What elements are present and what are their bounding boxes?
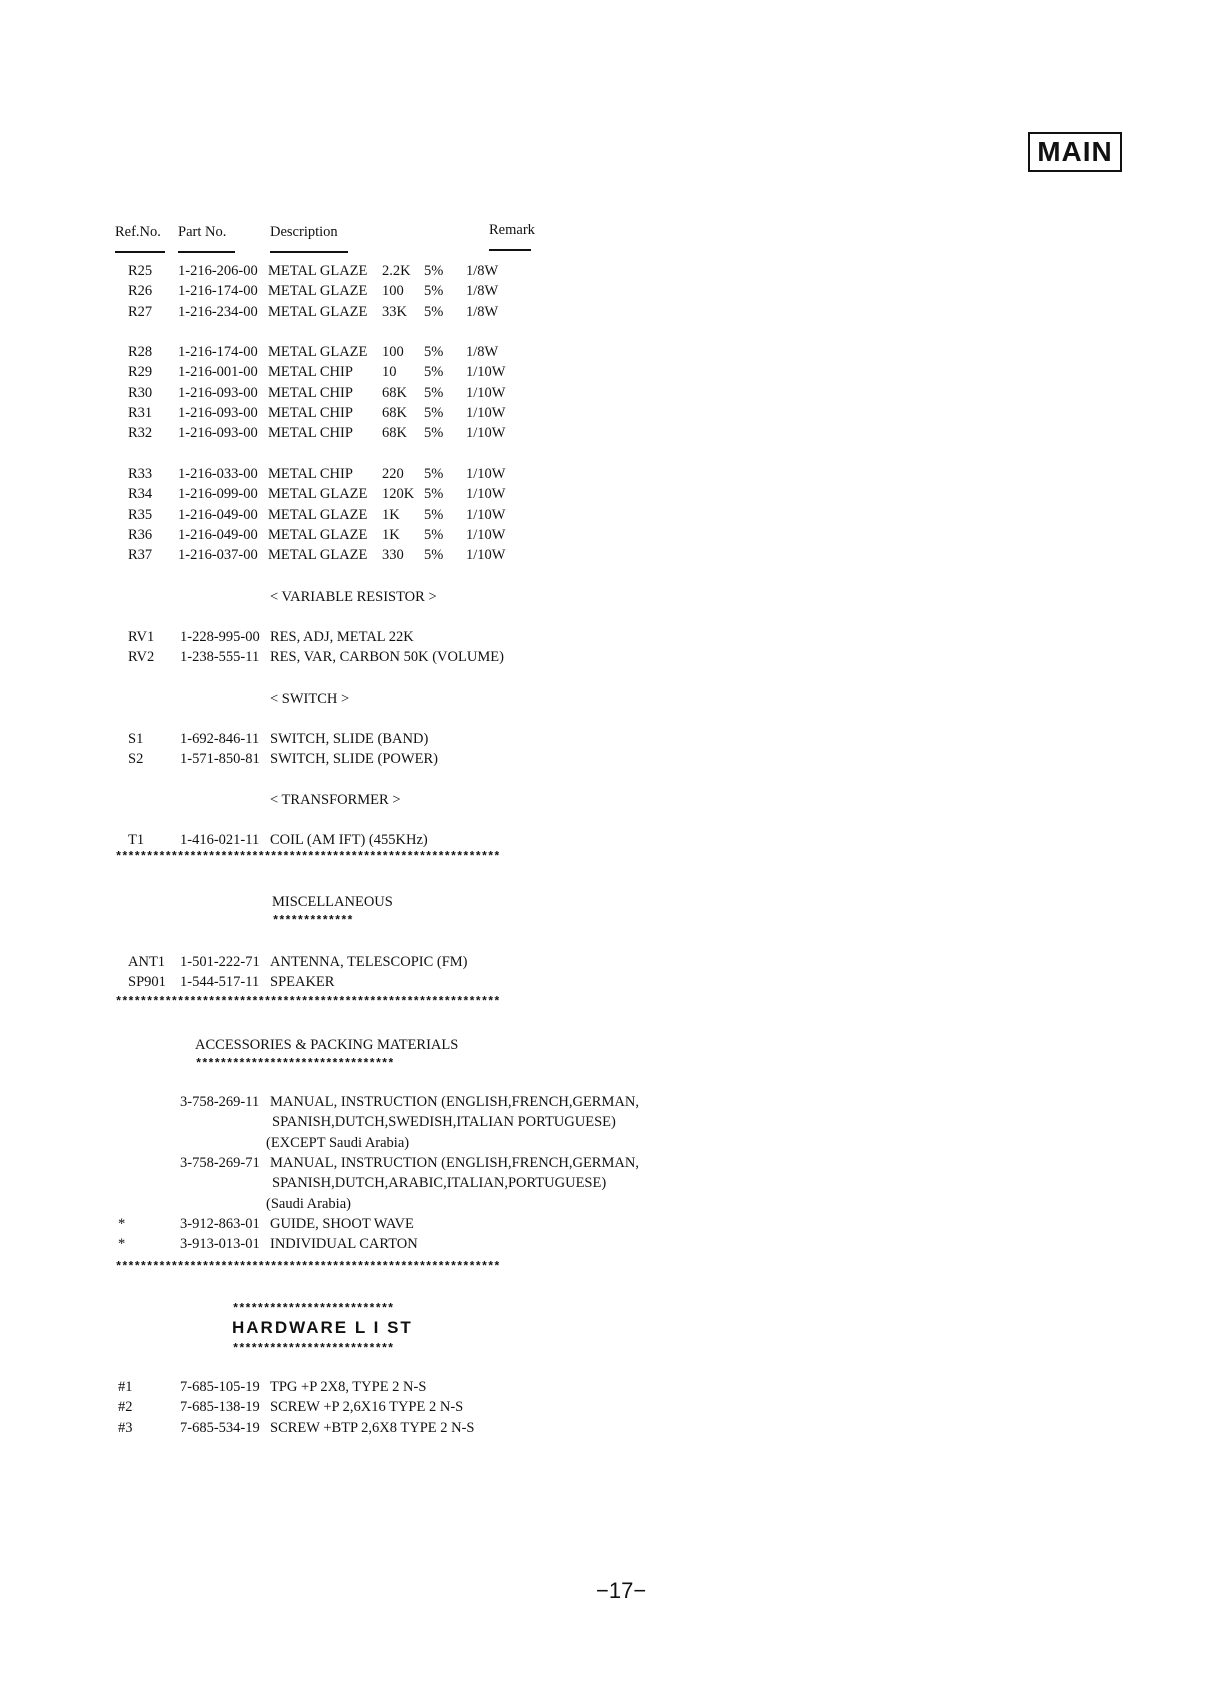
- resistance-value: 68K: [382, 384, 407, 401]
- description: COIL (AM IFT) (455KHz): [270, 832, 428, 848]
- description: GUIDE, SHOOT WAVE: [270, 1215, 414, 1232]
- ref-no: SP901: [128, 974, 166, 991]
- description: METAL CHIP: [268, 364, 353, 381]
- part-no: 1-228-995-00: [180, 629, 260, 645]
- ref-no: #1: [118, 1379, 133, 1395]
- ref-no: T1: [128, 832, 145, 848]
- tolerance: 5%: [424, 466, 444, 482]
- description: METAL GLAZE: [268, 263, 368, 279]
- description-note: (EXCEPT Saudi Arabia): [266, 1134, 410, 1151]
- wattage: 1/10W: [466, 547, 506, 564]
- ref-no: R27: [128, 303, 153, 320]
- wattage: 1/10W: [466, 526, 506, 543]
- ref-no: R26: [128, 283, 153, 300]
- part-no: 1-216-049-00: [178, 506, 258, 523]
- description: INDIVIDUAL CARTON: [270, 1236, 418, 1253]
- accessories-heading: ACCESSORIES & PACKING MATERIALS: [195, 1037, 459, 1053]
- wattage: 1/10W: [466, 384, 506, 401]
- resistance-value: 68K: [382, 425, 407, 442]
- ref-no: R28: [128, 344, 153, 360]
- ref-no: RV1: [128, 629, 155, 645]
- wattage: 1/10W: [466, 425, 506, 442]
- ref-no: R37: [128, 547, 153, 564]
- part-no: 1-216-234-00: [178, 303, 258, 320]
- description: SWITCH, SLIDE (BAND): [270, 731, 429, 747]
- resistance-value: 68K: [382, 404, 407, 421]
- ref-no: R32: [128, 425, 153, 442]
- description-continued: SPANISH,DUTCH,SWEDISH,ITALIAN PORTUGUESE): [272, 1114, 616, 1131]
- wattage: 1/10W: [466, 404, 506, 421]
- description: SCREW +P 2,6X16 TYPE 2 N-S: [270, 1399, 464, 1416]
- description: SPEAKER: [270, 974, 335, 991]
- tolerance: 5%: [424, 283, 444, 300]
- description: RES, VAR, CARBON 50K (VOLUME): [270, 649, 504, 666]
- section-badge: MAIN: [1028, 132, 1122, 172]
- tolerance: 5%: [424, 404, 444, 421]
- part-no: 1-216-174-00: [178, 283, 258, 300]
- page-number: −17−: [596, 1578, 647, 1603]
- resistance-value: 100: [382, 344, 404, 360]
- separator-1: **************************************************************: [115, 850, 500, 864]
- part-no: 1-216-037-00: [178, 547, 258, 564]
- resistance-value: 330: [382, 547, 404, 564]
- description: RES, ADJ, METAL 22K: [270, 629, 414, 645]
- part-no: 7-685-105-19: [180, 1379, 260, 1395]
- ref-no: R33: [128, 466, 153, 482]
- ref-no: #2: [118, 1399, 133, 1416]
- part-no: 1-216-001-00: [178, 364, 258, 381]
- ref-no: R34: [128, 486, 153, 503]
- description: METAL CHIP: [268, 466, 353, 482]
- tolerance: 5%: [424, 526, 444, 543]
- tolerance: 5%: [424, 547, 444, 564]
- header-ref: Ref.No.: [115, 224, 161, 240]
- header-part: Part No.: [178, 224, 227, 240]
- description: METAL CHIP: [268, 384, 353, 401]
- description: MANUAL, INSTRUCTION (ENGLISH,FRENCH,GERMAN,: [270, 1154, 639, 1171]
- description: TPG +P 2X8, TYPE 2 N-S: [270, 1379, 427, 1395]
- header-ref-underline: [115, 251, 165, 253]
- part-no: 1-238-555-11: [180, 649, 260, 666]
- description: METAL GLAZE: [268, 344, 368, 360]
- description: METAL GLAZE: [268, 506, 368, 523]
- resistance-value: 120K: [382, 486, 415, 503]
- part-no: 3-913-013-01: [180, 1236, 260, 1253]
- part-no: 1-216-093-00: [178, 384, 258, 401]
- tolerance: 5%: [424, 303, 444, 320]
- ref-no: R35: [128, 506, 153, 523]
- part-no: 3-758-269-11: [180, 1094, 260, 1110]
- ref-no: R25: [128, 263, 153, 279]
- header-description-underline: [270, 251, 348, 253]
- ref-no: R31: [128, 404, 153, 421]
- part-no: 1-216-093-00: [178, 404, 258, 421]
- description: MANUAL, INSTRUCTION (ENGLISH,FRENCH,GERMAN,: [270, 1094, 639, 1110]
- resistance-value: 1K: [382, 526, 400, 543]
- part-no: 1-501-222-71: [180, 954, 260, 970]
- part-no: 1-216-049-00: [178, 526, 258, 543]
- description: ANTENNA, TELESCOPIC (FM): [270, 954, 468, 970]
- part-no: 3-912-863-01: [180, 1215, 260, 1232]
- hardware-stars-bottom: **************************: [232, 1342, 394, 1356]
- resistance-value: 220: [382, 466, 404, 482]
- wattage: 1/10W: [466, 364, 506, 381]
- part-no: 1-216-206-00: [178, 263, 258, 279]
- misc-underline: *************: [272, 914, 353, 928]
- part-no: 1-216-033-00: [178, 466, 258, 482]
- ref-no: R29: [128, 364, 153, 381]
- resistance-value: 100: [382, 283, 404, 300]
- part-no: 7-685-138-19: [180, 1399, 260, 1416]
- wattage: 1/10W: [466, 466, 506, 482]
- tolerance: 5%: [424, 364, 444, 381]
- header-remark-underline: [489, 249, 531, 251]
- accessories-underline: ********************************: [195, 1057, 394, 1071]
- part-no: 1-544-517-11: [180, 974, 260, 991]
- hardware-stars-top: **************************: [232, 1302, 394, 1316]
- resistance-value: 1K: [382, 506, 400, 523]
- tolerance: 5%: [424, 425, 444, 442]
- ref-no: S1: [128, 731, 144, 747]
- wattage: 1/10W: [466, 506, 506, 523]
- description: METAL CHIP: [268, 404, 353, 421]
- switch-heading: < SWITCH >: [270, 691, 350, 707]
- asterisk-mark: *: [118, 1215, 126, 1232]
- misc-heading: MISCELLANEOUS: [272, 894, 393, 910]
- part-no: 1-216-174-00: [178, 344, 258, 360]
- ref-no: ANT1: [128, 954, 166, 970]
- part-no: 1-216-099-00: [178, 486, 258, 503]
- description: METAL GLAZE: [268, 486, 368, 503]
- wattage: 1/8W: [466, 303, 499, 320]
- ref-no: R36: [128, 526, 153, 543]
- tolerance: 5%: [424, 486, 444, 503]
- description: METAL GLAZE: [268, 547, 368, 564]
- description: METAL GLAZE: [268, 303, 368, 320]
- ref-no: R30: [128, 384, 153, 401]
- description: METAL CHIP: [268, 425, 353, 442]
- asterisk-mark: *: [118, 1236, 126, 1253]
- tolerance: 5%: [424, 344, 444, 360]
- wattage: 1/10W: [466, 486, 506, 503]
- description: SWITCH, SLIDE (POWER): [270, 751, 438, 768]
- part-no: 1-692-846-11: [180, 731, 260, 747]
- part-no: 3-758-269-71: [180, 1154, 260, 1171]
- ref-no: #3: [118, 1419, 133, 1436]
- tolerance: 5%: [424, 506, 444, 523]
- part-no: 7-685-534-19: [180, 1419, 260, 1436]
- description: METAL GLAZE: [268, 526, 368, 543]
- part-no: 1-416-021-11: [180, 832, 260, 848]
- part-no: 1-571-850-81: [180, 751, 260, 768]
- header-part-underline: [178, 251, 235, 253]
- description: METAL GLAZE: [268, 283, 368, 300]
- wattage: 1/8W: [466, 344, 499, 360]
- tolerance: 5%: [424, 263, 444, 279]
- separator-3: **************************************************************: [115, 1260, 500, 1274]
- description-continued: SPANISH,DUTCH,ARABIC,ITALIAN,PORTUGUESE): [272, 1175, 607, 1192]
- variable-resistor-heading: < VARIABLE RESISTOR >: [270, 589, 437, 605]
- hardware-title: HARDWARE L I ST: [232, 1318, 413, 1337]
- wattage: 1/8W: [466, 283, 499, 300]
- resistance-value: 33K: [382, 303, 407, 320]
- separator-2: **************************************************************: [115, 995, 500, 1009]
- header-remark: Remark: [489, 222, 535, 238]
- resistance-value: 2.2K: [382, 263, 411, 279]
- resistance-value: 10: [382, 364, 397, 381]
- wattage: 1/8W: [466, 263, 499, 279]
- transformer-heading: < TRANSFORMER >: [270, 792, 401, 808]
- ref-no: RV2: [128, 649, 155, 666]
- ref-no: S2: [128, 751, 144, 768]
- header-description: Description: [270, 224, 338, 240]
- description: SCREW +BTP 2,6X8 TYPE 2 N-S: [270, 1419, 475, 1436]
- tolerance: 5%: [424, 384, 444, 401]
- description-note: (Saudi Arabia): [266, 1195, 351, 1212]
- part-no: 1-216-093-00: [178, 425, 258, 442]
